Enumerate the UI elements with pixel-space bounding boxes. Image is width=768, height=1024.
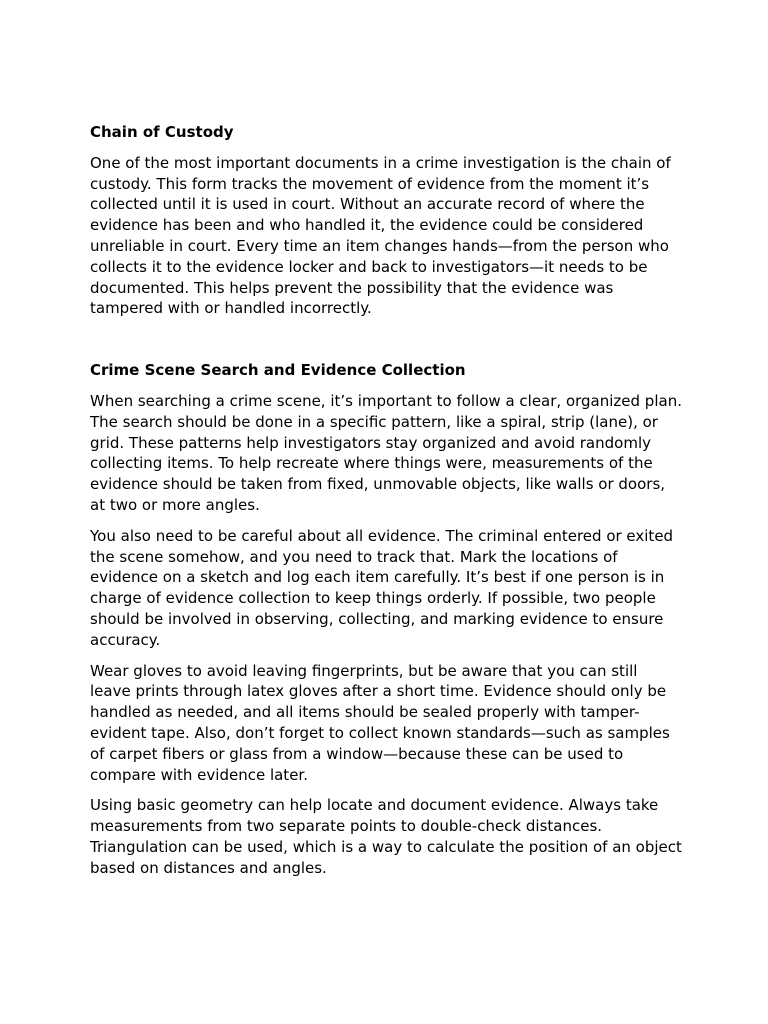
paragraph: You also need to be careful about all evidence. The criminal entered or exited the scene somehow, and you need to track that. Mark the locations of evidence on a sketch and log each item carefully. It’s best if one person is in charge of evidence collection to keep things orderly. If possible, two people should be involved in observing, collecting, and marking evidence to ensure accuracy. <box>90 526 674 649</box>
document-page <box>90 122 682 889</box>
paragraph: Using basic geometry can help locate and document evidence. Always take measurements from two separate points to double-check distances. Triangulation can be used, which is a way to calculate the position of an object based on distances and angles. <box>90 796 682 877</box>
section-spacer <box>90 329 682 360</box>
section-heading: Crime Scene Search and Evidence Collection <box>90 361 466 380</box>
section-crime-scene-search <box>90 360 682 878</box>
section-heading: Chain of Custody <box>90 123 234 141</box>
section-chain-of-custody <box>90 122 682 319</box>
paragraph: When searching a crime scene, it’s important to follow a clear, organized plan. The search should be done in a specific pattern, like a spiral, strip (lane), or grid. These patterns help investigators stay organized and avoid randomly collecting items. To help recreate where things were, measurements of the evidence should be taken from fixed, unmovable objects, like walls or doors, at two or more angles. <box>90 391 682 514</box>
paragraph: One of the most important documents in a crime investigation is the chain of custody. This form tracks the movement of evidence from the moment it’s collected until it is used in court. Without an accurate record of where the evidence has been and who handled it, the evidence could be considered unreliable in court. Every time an item changes hands—from the person who collects it to the evidence locker and back to investigators—it needs to be documented. This helps prevent the possibility that the evidence was tampered with or handled incorrectly. <box>90 153 671 318</box>
paragraph: Wear gloves to avoid leaving fingerprints, but be aware that you can still leave prints through latex gloves after a short time. Evidence should only be handled as needed, and all items should be sealed properly with tamper-evident tape. Also, don’t forget to collect known standards—such as samples of carpet fibers or glass from a window—because these can be used to compare with evidence later. <box>90 661 670 784</box>
